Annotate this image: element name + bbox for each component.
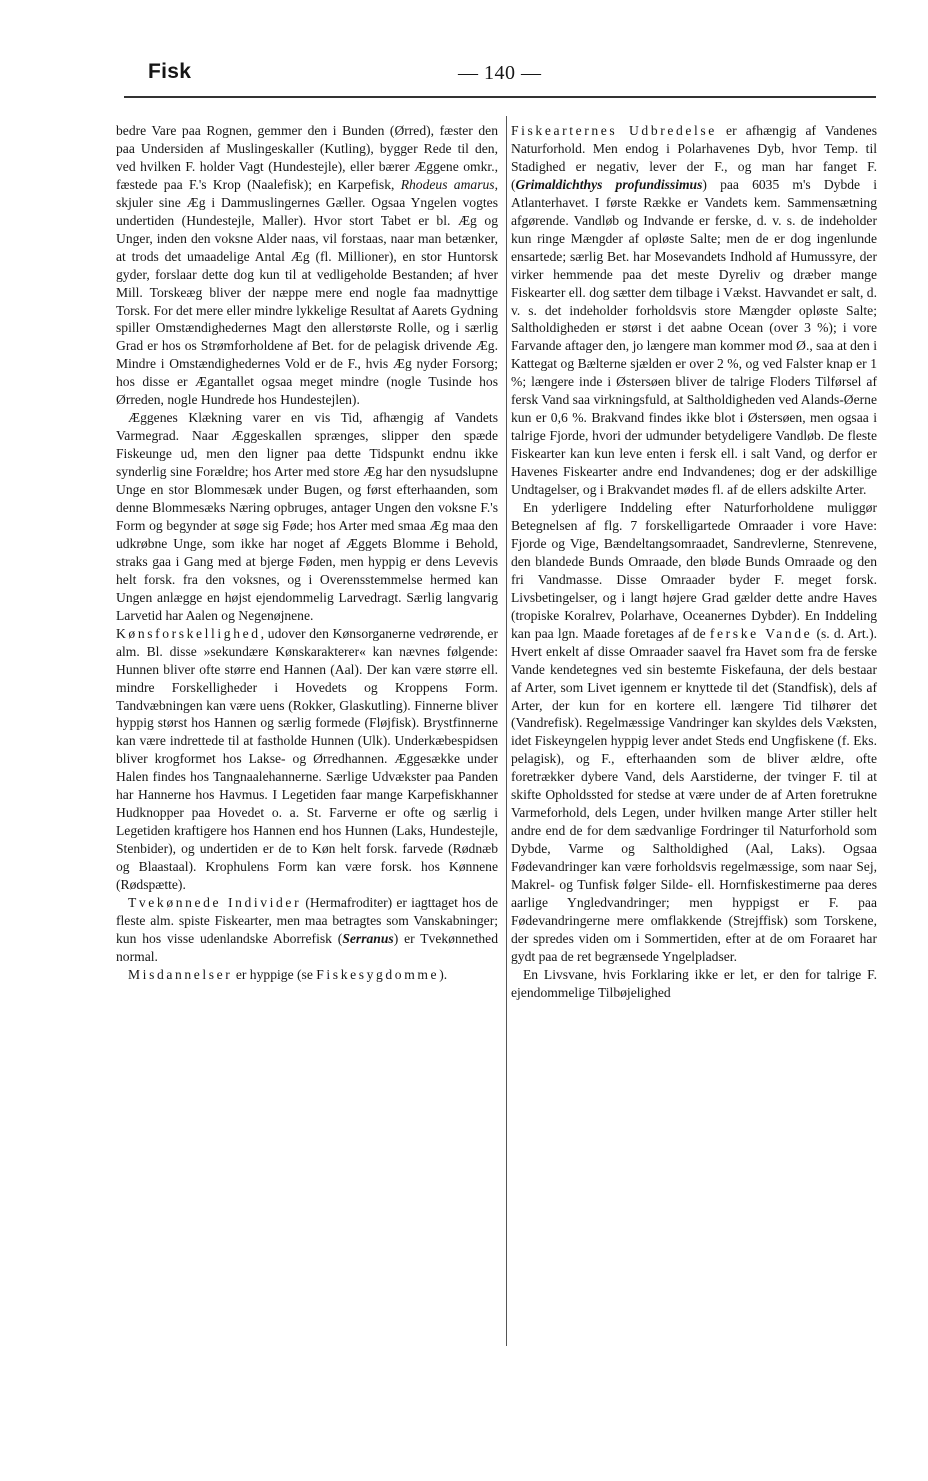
page-number: — 140 — (458, 62, 542, 84)
paragraph-text: er hyppige (se (232, 966, 317, 982)
species-name: Rhodeus amarus (400, 176, 495, 192)
paragraph-text: er afhængig af Vandenes Naturforhold. Men endog i Polarhavenes Dyb, hvor Temp. til Stadighed er negativ, lever der F., og man har fanget F. ( (511, 123, 877, 192)
paragraph (511, 966, 877, 1002)
paragraph (116, 122, 498, 409)
paragraph (116, 625, 498, 894)
species-name: Serranus (342, 930, 394, 946)
paragraph-text: (Hermafroditer) er iagttaget hos de fleste alm. spiste Fiskearter, men maa betragtes som Vanskabninger; kun hos visse udenlandske Aborrefisk ( (116, 894, 498, 946)
paragraph-text: ) paa 6035 m's Dybde i Atlanterhavet. I første Række er Vandets kem. Sammensætning afgørende. Vandløb og Indvande er ferske, d. v. s. de indeholder kun ringe Mængder af opløste Salte; men de er dog ingenlunde ensartede; særlig Bet. har Mosevandets Indhold af Humussyre, der virker hemmende paa det meste Dyreliv og dræber mange Fiskearter ell. dog sætter dem tilbage i Vækst. Havvandet er salt, d. v. s. det indeholder forholdsvis store Mængder opløste Salte; Saltholdigheden er størst i det aabne Ocean (over 3 %); i vore Farvande aftager den, jo længere man kommer mod Ø., saa at den i Kattegat og Bælterne sjælden er over 2 %, og ved Falster knap er 1 %; længere inde i Østersøen bliver de talrige Floders Tilførsel af fersk Vand saa virkningsfuld, at Saltholdigheden ved Alands-Øerne kun er 0,6 %. Brakvand findes ikke blot i Østersøen, men ogsaa i talrige Fjorde, hvori der udmunder betydeligere Vandløb. De fleste Fiskearter kan kun leve enten i fersk ell. i salt Vand, og derfor er Havenes Fiskearter andre end Indvandenes; dog er der adskillige Undtagelser, og i Brakvandet mødes fl. af de ellers adskilte Arter. (511, 176, 877, 498)
section-term: Fiskearternes Udbredelse (511, 123, 717, 138)
paragraph (116, 409, 498, 624)
paragraph-text: (s. d. Art.). Hvert enkelt af disse Omraader saavel fra Havet som fra de ferske Vande kendetegnes ved sin bestemte Fiskefauna, der dels bestaar af Arter, som Livet igennem er knyttede til det (Standfisk), dels af Arter, der kun for en kortere ell. længere Tid tilhører det (Vandrefisk). Regelmæssige Vandringer kan skyldes dels Væksten, idet Fiskeyngelen hyppig lever andet Steds end Ungfiskene (f. Eks. pelagisk), og F., efterhaanden som de bliver ældre, ofte foretrækker dybere Vand, dels Aarstiderne, der tvinger F. til at skifte Opholdssted for stedse at være under de af Arten foretrukne Varmeforhold, dels Legen, under hvilken mange Arter stiller helt andre end de for dem sædvanlige Fordringer til Naturforhold som Dybde, Varme og Saltholdighed (Aal, Laks). Ogsaa Fødevandringer kan være forholdsvis regelmæssige, som naar Sej, Makrel- og Tunfisk følger Silde- ell. Hornfiskestimerne paa deres aarlige Yngledvandringer; men hyppigst er F. paa Fødevandringerne mere omflakkende (Strejffisk) som Torskene, der spredes viden om i Sommertiden, efter at de om Foraaret har gydt paa de ret begrænsede Yngelpladser. (511, 625, 877, 964)
section-term: Misdannelser (128, 966, 233, 982)
cross-reference: Fiskesygdomme (316, 966, 440, 982)
paragraph-text: ) er Tvekønnethed normal. (116, 930, 498, 964)
header-rule (124, 96, 876, 98)
paragraph (511, 122, 877, 499)
paragraph (116, 894, 498, 966)
paragraph-text: ). (439, 966, 448, 982)
running-head: Fisk (148, 60, 192, 83)
paragraph-text: En Livsvane, hvis Forklaring ikke er let, er den for talrige F. ejendommelige Tilbøjelighed (511, 966, 877, 1000)
paragraph-text: Æggenes Klækning varer en vis Tid, afhængig af Vandets Varmegrad. Naar Æggeskallen sprænges, slipper den spæde Fiskeunge ud, men den ligner paa dette Tidspunkt endnu ikke synderlig sine Forældre; hos Arter med store Æg har den nysudslupne Unge en stor Blommesæk under Bugen, og først efterhaanden, som denne Blommesæks Næring opbruges, antager Ungen den voksne F.'s Form og begynder at søge sig Føde; hos Arter med smaa Æg maa den udkrøbne Unge, som ikke har noget af Æggets Blomme i Behold, straks gaa i Gang med at bjerge Føden, men hyppig er dens Levevis helt forsk. fra den voksnes, og i Overensstemmelse hermed kan Ungen anlægge en højst ejendommelig Larvedragt. Særlig langvarig Larvetid har Aalen og Negenøjnene. (116, 410, 498, 623)
paragraph-text: , udover den Kønsorganerne vedrørende, er alm. Bl. disse »sekundære Kønskarakterer« kan nævnes følgende: Hunnen bliver ofte større end Hannen (Aal). Der kan være større ell. mindre Forskelligheder i Hovedets og Kroppens Form. Tandvæbningen kan være uens (Rokker, Glaskutling). Finnerne bliver hyppig størst hos Hannen og særlig formede (Fløjfisk). Brystfinnerne kan være indrettede til at fastholde Hunnen (Ulk). Underkæbespidsen bliver krogformet hos Lakse- og Ørredhannen. Æggesække under Halen findes hos Tangnaalehannerne. Særlige Udvækster paa Panden har Hannerne hos Havmus. I Legetiden faar mange Karpefiskhanner Hudknopper paa Hovedet o. a. St. Farverne er ofte og særlig i Legetiden kraftigere hos Hannen end hos Hunnen (Laks, Hundestejle, Stenbider), og undertiden er de to Køn helt forsk. farvede (Rødnæb og Blaastaal). Krophulens Form kan være forsk. hos Kønnene (Rødspætte). (116, 625, 498, 893)
section-term: Kønsforskellighed (116, 625, 261, 641)
species-name: Grimaldichthys profundissimus (515, 176, 703, 192)
right-column (511, 122, 877, 1002)
left-column (116, 122, 498, 984)
cross-reference: ferske Vande (709, 625, 813, 641)
paragraph (116, 966, 498, 984)
page-header (0, 0, 928, 100)
paragraph (511, 499, 877, 966)
paragraph-text: , skjuler sine Æg i Dammuslingernes Gæller. Ogsaa Yngelen vogtes undertiden (Hundestejle, Maller). Hvor stort Tabet er bl. Æg og Unger, inden den voksne Alder naas, vil forstaas, naar man betænker, at trods det umaadelige Antal Æg (fl. Millioner), en stor Huntorsk gyder, forslaar dette dog kun til at vedligeholde Bestanden; af hver Mill. Torskeæg bliver der næppe mere end nogle faa madnyttige Torsk. For det mere eller mindre lykkelige Resultat af Aarets Gydning spiller Omstændighedernes Magt den allerstørste Rolle, og i særlig Grad er hos os Strømforholdene af Bet. for de pelagisk drivende Æg. Mindre i Omstændighedernes Vold er de F., hvis Æg nyder Forsorg; hos disse er Ægantallet ogsaa meget mindre (nogle Tusinde hos Ørreden, nogle Hundrede hos Hundestejlen). (116, 176, 498, 408)
section-term: Tvekønnede Individer (128, 894, 302, 910)
paragraph-text: En yderligere Inddeling efter Naturforholdene muliggør Betegnelsen af flg. 7 forskelligartede Omraader i vore Have: Fjorde og Vige, Bændeltangsomraadet, Sandrevlerne, Stenrevene, den blandede Bunds Omraade, den bløde Bunds Omraade og den fri Vandmasse. Disse Omraader byder F. meget forsk. Livsbetingelser, og i langt højere Grad gælder dette andre Haves (tropiske Koralrev, Polarhave, Oceanernes Dybder). En Inddeling kan paa lgn. Maade foretages af de (511, 500, 877, 641)
paragraph-text: bedre Vare paa Rognen, gemmer den i Bunden (Ørred), fæster den paa Undersiden af Muslingeskaller (Kutling), bygger Rede til den, ved hvilken F. holder Vagt (Hundestejle), eller bærer Æggene omkr., fæstede paa F.'s Krop (Naalefisk); en Karpefisk, (116, 123, 498, 192)
column-divider (506, 116, 507, 1346)
